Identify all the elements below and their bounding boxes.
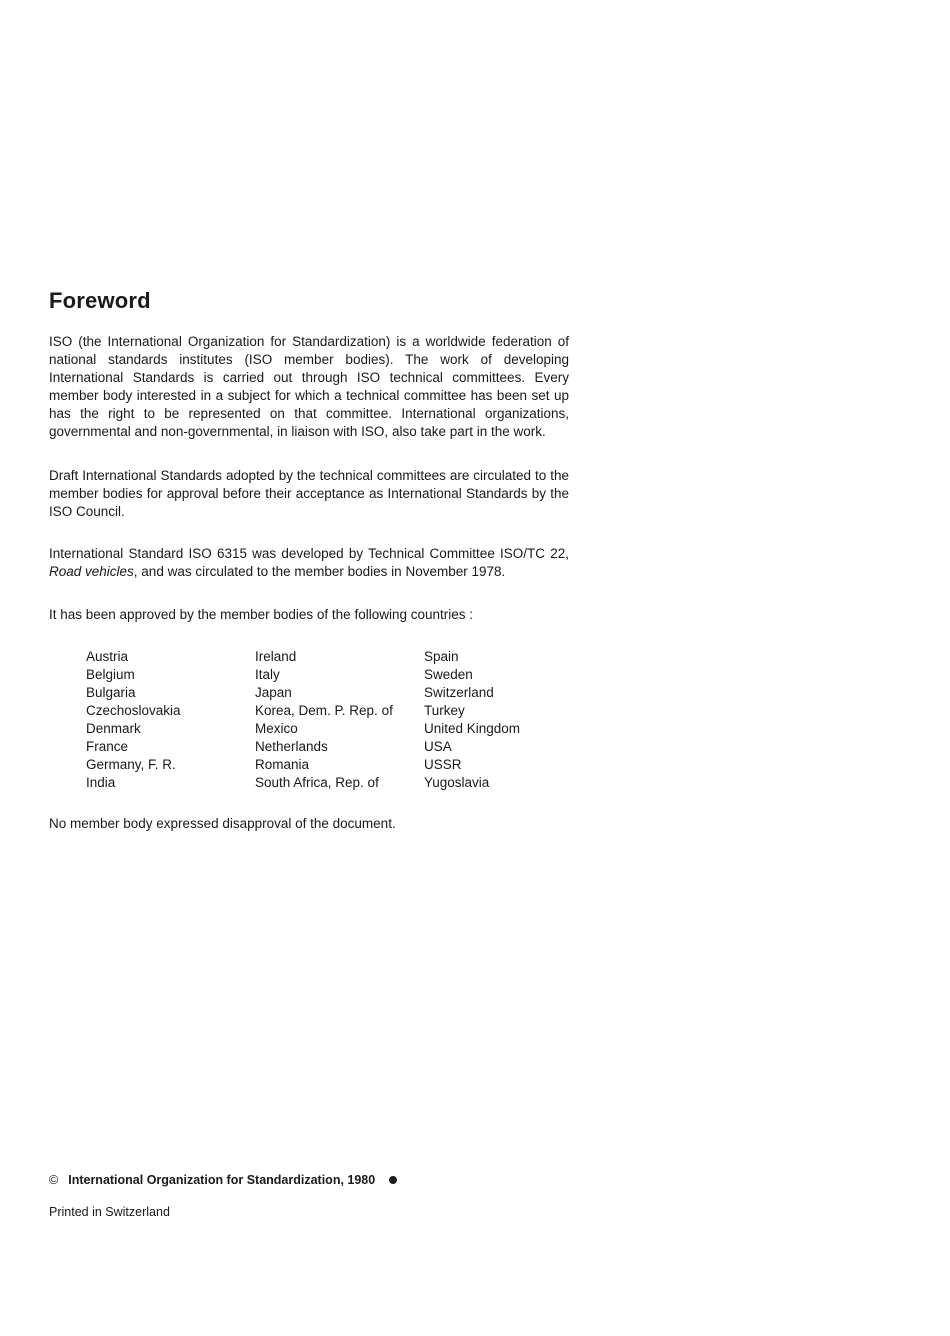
paragraph-iso-6315-text-b: , and was circulated to the member bodies in November 1978. bbox=[133, 564, 506, 579]
paragraph-iso-intro: ISO (the International Organization for Standardization) is a worldwide federation of national standards institutes (ISO member bodies). The work of developing International Standards is carried out through ISO technical committees. Every member body interested in a subject for which a technical committee has been set up has the right to be represented on that committee. International organizations, governmental and non-governmental, in liaison with ISO, also take part in the work. bbox=[49, 334, 569, 439]
printed-in: Printed in Switzerland bbox=[49, 1205, 170, 1219]
country-item: Germany, F. R. bbox=[86, 757, 176, 772]
page-title: Foreword bbox=[49, 288, 151, 313]
country-item: Netherlands bbox=[255, 739, 328, 754]
country-item: Austria bbox=[86, 649, 129, 664]
copyright-text: International Organization for Standardization, 1980 bbox=[68, 1173, 376, 1187]
country-item: Switzerland bbox=[424, 685, 494, 700]
paragraph-iso-6315 bbox=[49, 545, 569, 581]
country-item: Yugoslavia bbox=[424, 775, 490, 790]
country-item: Sweden bbox=[424, 667, 473, 682]
country-item: Turkey bbox=[424, 703, 465, 718]
paragraph-no-disapproval: No member body expressed disapproval of the document. bbox=[49, 816, 396, 831]
country-item: Denmark bbox=[86, 721, 141, 736]
country-item: Japan bbox=[255, 685, 292, 700]
road-vehicles-title: Road vehicles bbox=[49, 564, 134, 579]
country-item: USA bbox=[424, 739, 452, 754]
paragraph-approval: It has been approved by the member bodies of the following countries : bbox=[49, 607, 474, 622]
country-item: Belgium bbox=[86, 667, 135, 682]
country-item: Mexico bbox=[255, 721, 298, 736]
country-item: United Kingdom bbox=[424, 721, 521, 736]
country-item: Romania bbox=[255, 757, 310, 772]
bullet-icon bbox=[389, 1176, 397, 1184]
country-item: Czechoslovakia bbox=[86, 703, 181, 718]
copyright-line bbox=[49, 1173, 397, 1187]
country-list bbox=[86, 648, 574, 792]
paragraph-iso-6315-text-a: International Standard ISO 6315 was developed by Technical Committee ISO/TC 22, bbox=[49, 546, 569, 561]
country-item: Bulgaria bbox=[86, 685, 136, 700]
country-item: Ireland bbox=[255, 649, 297, 664]
paragraph-draft-standards: Draft International Standards adopted by the technical committees are circulated to the member bodies for approval before their acceptance as International Standards by the ISO Council. bbox=[49, 468, 569, 519]
copyright-icon: © bbox=[49, 1173, 59, 1187]
country-item: Italy bbox=[255, 667, 280, 682]
country-item: France bbox=[86, 739, 129, 754]
country-item: India bbox=[86, 775, 116, 790]
country-column-1 bbox=[86, 648, 255, 792]
country-item: USSR bbox=[424, 757, 462, 772]
country-item: Korea, Dem. P. Rep. of bbox=[255, 703, 393, 718]
country-column-3 bbox=[424, 648, 574, 792]
country-column-2 bbox=[255, 648, 424, 792]
country-item: Spain bbox=[424, 649, 459, 664]
country-item: South Africa, Rep. of bbox=[255, 775, 379, 790]
